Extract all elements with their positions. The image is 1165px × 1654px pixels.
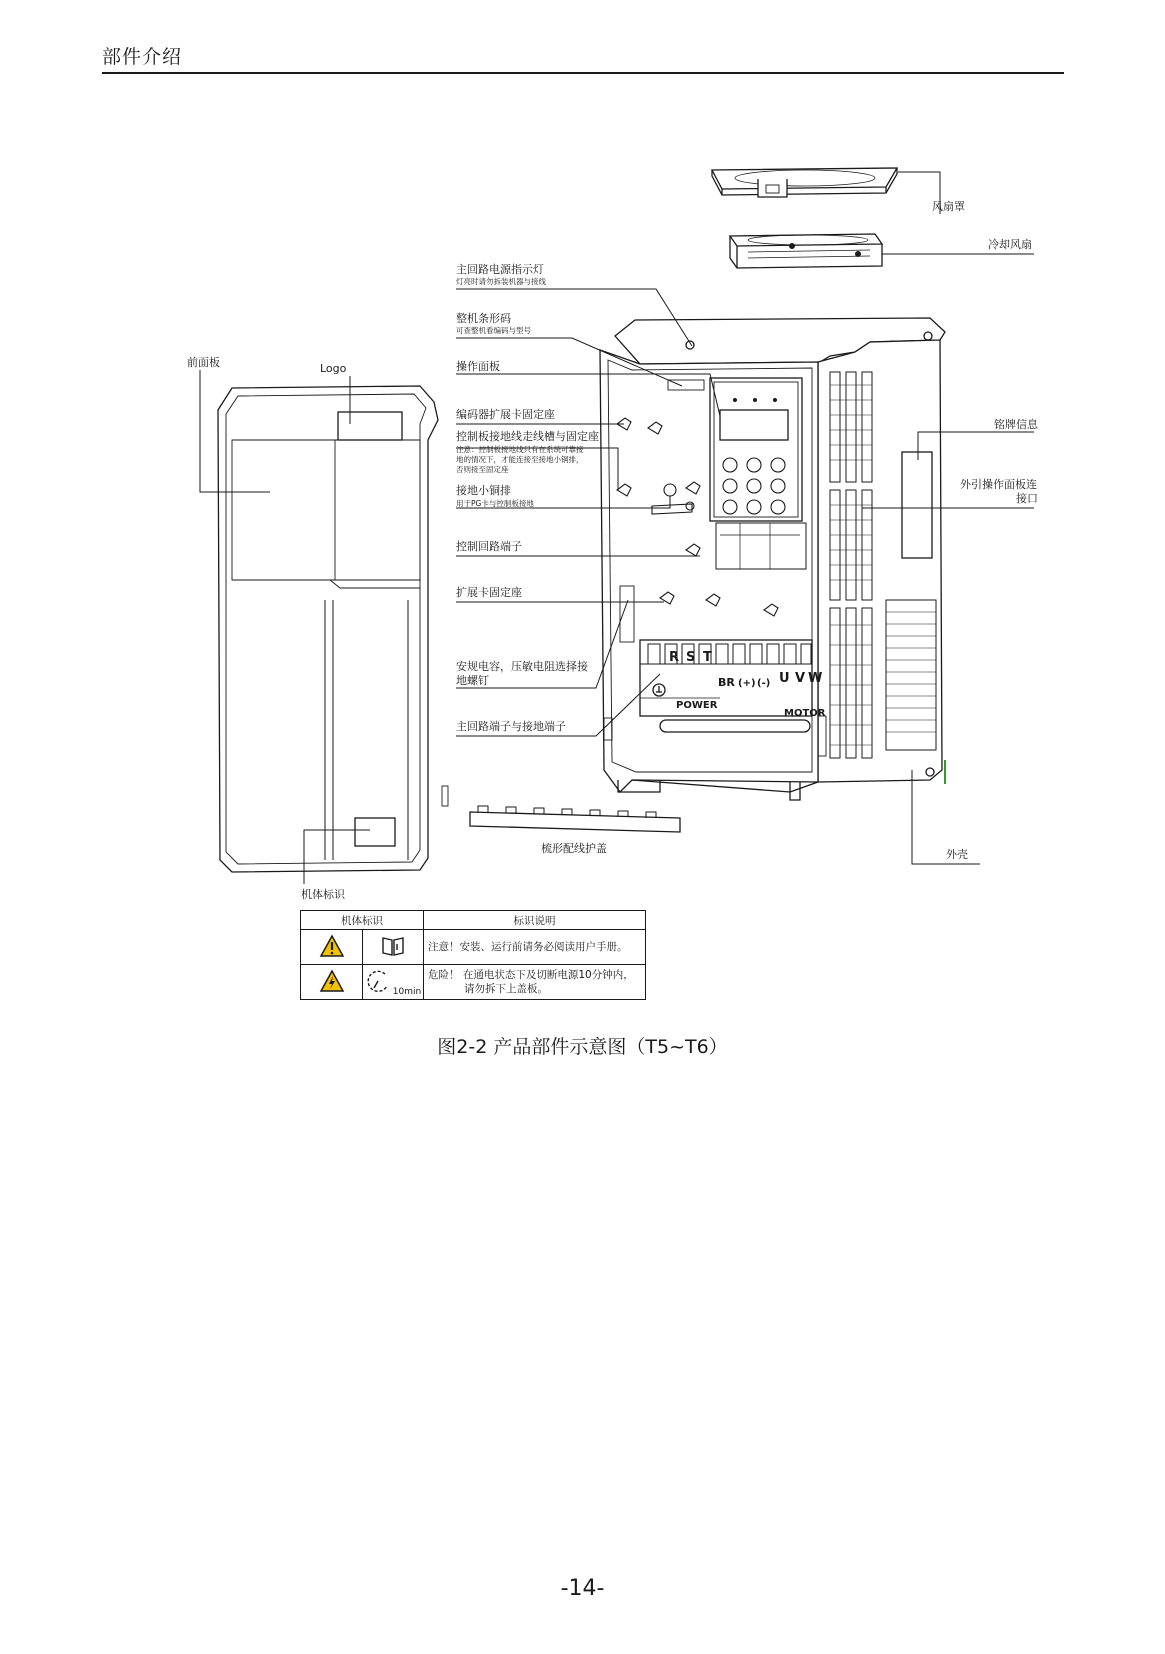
cooling-fan-drawing	[730, 234, 882, 268]
label-encoder-slot: 编码器扩展卡固定座	[456, 408, 555, 421]
label-nameplate: 铭牌信息	[994, 418, 1038, 431]
table-header-description: 标识说明	[424, 911, 646, 930]
label-main-terminal: 主回路端子与接地端子	[456, 720, 566, 733]
terminal-w: W	[808, 671, 823, 686]
terminal-power: POWER	[676, 700, 718, 711]
table-row1-desc: 注意！安装、运行前请务必阅读用户手册。	[424, 930, 646, 965]
label-logo: Logo	[320, 362, 347, 375]
front-panel-drawing	[218, 386, 448, 872]
label-housing: 外壳	[946, 848, 968, 861]
label-ext-panel-1: 外引操作面板连	[960, 478, 1037, 491]
note-control-ground-2: 地的情况下，才能连接至接地小铜排，	[456, 455, 584, 464]
page-number: -14-	[560, 1576, 605, 1601]
terminal-r: R	[669, 650, 680, 665]
label-control-ground: 控制板接地线走线槽与固定座	[456, 430, 599, 443]
note-control-ground-1: 注意：控制板接地线只有在系统可靠接	[456, 445, 584, 454]
label-comb-guard: 梳形配线护盖	[541, 842, 607, 855]
manual-book-icon	[380, 935, 406, 957]
terminal-u: U	[779, 671, 790, 686]
figure-caption: 图2-2 产品部件示意图（T5~T6）	[437, 1036, 728, 1058]
label-front-panel: 前面板	[187, 356, 220, 369]
terminal-t: T	[703, 650, 712, 665]
note-power-indicator: 灯亮时请勿拆装机器与接线	[456, 277, 546, 286]
label-ext-panel-2: 接口	[1016, 492, 1038, 505]
symbol-table	[300, 910, 646, 1000]
terminal-plus: (+)	[738, 678, 756, 689]
note-control-ground-3: 否则接至固定座	[456, 465, 509, 474]
electric-shock-warning-icon	[319, 969, 345, 993]
terminal-br: BR	[718, 676, 735, 689]
label-fan-cover: 风扇罩	[932, 200, 965, 213]
terminal-motor: MOTOR	[784, 708, 826, 719]
note-barcode: 可查整机看编码与型号	[456, 326, 531, 335]
terminal-v: V	[795, 671, 806, 686]
label-expansion-slot: 扩展卡固定座	[456, 586, 522, 599]
table-row2-desc-1: 危险！ 在通电状态下及切断电源10分钟内，	[428, 969, 634, 981]
label-safety-screw-2: 地螺钉	[456, 674, 489, 687]
discharge-timer-icon	[365, 968, 393, 994]
page-header-title: 部件介绍	[102, 46, 183, 68]
label-power-indicator: 主回路电源指示灯	[456, 263, 544, 276]
label-body-mark: 机体标识	[301, 888, 345, 901]
fan-cover-drawing	[712, 168, 897, 197]
note-copper-bar: 用于PG卡与控制板接地	[456, 499, 534, 508]
table-row2-desc-2: 请勿拆下上盖板。	[464, 983, 548, 995]
label-copper-bar: 接地小铜排	[456, 484, 511, 497]
warning-exclamation-icon	[319, 934, 345, 958]
label-cooling-fan: 冷却风扇	[988, 238, 1032, 251]
terminal-s: S	[686, 650, 696, 665]
inverter-body-drawing	[600, 318, 945, 800]
terminal-minus: (-)	[757, 678, 771, 689]
label-safety-screw-1: 安规电容，压敏电阻选择接	[456, 660, 588, 673]
timer-min-label: 10min	[392, 986, 422, 997]
comb-wiring-guard-drawing	[470, 806, 680, 832]
table-row	[301, 930, 646, 965]
label-operation-panel: 操作面板	[456, 360, 500, 373]
label-control-terminal: 控制回路端子	[456, 540, 522, 553]
table-header-body-mark: 机体标识	[301, 911, 424, 930]
table-row	[301, 965, 646, 1000]
label-barcode: 整机条形码	[456, 312, 511, 325]
